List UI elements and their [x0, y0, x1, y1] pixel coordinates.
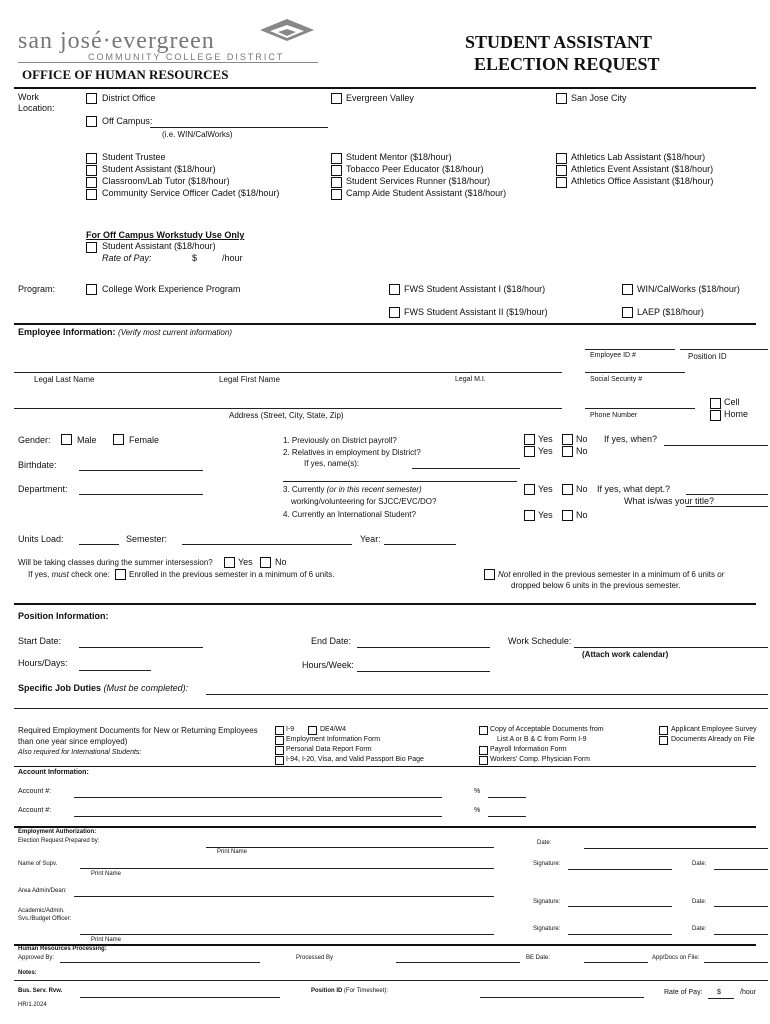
- department-label: Department:: [18, 484, 68, 494]
- win-checkbox[interactable]: [622, 284, 633, 295]
- de4-label: DE4/W4: [320, 726, 347, 733]
- q3-label: [283, 485, 422, 494]
- q3-text: 3. Currently: [283, 485, 327, 494]
- q2-no-checkbox[interactable]: [562, 446, 573, 457]
- area-signature-field[interactable]: [568, 906, 672, 907]
- q3-label-2: working/volunteering for SJCC/EVC/DO?: [291, 497, 437, 506]
- phone-field[interactable]: [585, 408, 695, 409]
- off-campus-example: (i.e. WIN/CalWorks): [162, 130, 233, 139]
- q3-no-checkbox[interactable]: [562, 484, 573, 495]
- rate-of-pay-field[interactable]: [708, 998, 734, 999]
- supervisor-signature-field[interactable]: [568, 869, 672, 870]
- authorization-heading: Employment Authorization:: [18, 829, 97, 835]
- position-label: Athletics Office Assistant ($18/hour): [571, 176, 714, 186]
- birthdate-field[interactable]: [79, 470, 203, 471]
- approved-by-label: Approved By:: [18, 955, 55, 961]
- laep-checkbox[interactable]: [622, 307, 633, 318]
- workstudy-dollar: $: [192, 253, 198, 263]
- home-checkbox[interactable]: [710, 410, 721, 421]
- enrolled-label: Enrolled in the previous semester in a minimum of 6 units.: [129, 570, 335, 579]
- form-title-line1: STUDENT ASSISTANT: [465, 32, 652, 52]
- phone-label: Phone Number: [590, 412, 638, 419]
- summer-question: Will be taking classes during the summer intersession?: [18, 558, 213, 567]
- position-checkbox[interactable]: [86, 153, 97, 164]
- supervisor-date-field[interactable]: [714, 869, 768, 870]
- docs-required-label-2: than one year since employed): [18, 737, 128, 746]
- area-signature-label: Signature:: [533, 899, 561, 905]
- account-2-percent-field[interactable]: [488, 816, 526, 817]
- q4-no-label: No: [576, 510, 588, 520]
- position-info-heading: Position Information:: [18, 611, 109, 621]
- prepared-date-label: Date:: [537, 840, 552, 846]
- q3-yes-label: Yes: [538, 484, 553, 494]
- bus-serv-field[interactable]: [80, 997, 280, 998]
- fws2-checkbox[interactable]: [389, 307, 400, 318]
- q2-yes-checkbox[interactable]: [524, 446, 535, 457]
- rate-dollar: $: [717, 989, 721, 996]
- approved-by-field[interactable]: [60, 962, 260, 963]
- position-label: Student Trustee: [102, 152, 166, 162]
- position-checkbox[interactable]: [331, 153, 342, 164]
- docs-international-label: Also required for International Students:: [18, 749, 142, 756]
- not-enrolled-checkbox[interactable]: [484, 569, 495, 580]
- ssn-field[interactable]: [585, 372, 685, 373]
- area-admin-label: Area Admin/Dean:: [18, 888, 67, 894]
- if-yes-when-label: If yes, when?: [604, 434, 658, 444]
- position-checkbox[interactable]: [556, 153, 567, 164]
- account-1-pct: %: [474, 788, 481, 795]
- visa-label: I-94, I-20, Visa, and Valid Passport Bio Page: [286, 756, 424, 763]
- docs-required-label: Required Employment Documents for New or Returning Employees: [18, 726, 258, 735]
- summer-yes-label: Yes: [238, 557, 253, 567]
- start-date-field[interactable]: [79, 647, 203, 648]
- supervisor-date-label: Date:: [692, 861, 707, 867]
- logo-mark-icon: [258, 18, 316, 48]
- district-office-label: District Office: [102, 93, 156, 103]
- hours-week-label: Hours/Week:: [302, 660, 354, 670]
- attach-calendar-note: (Attach work calendar): [582, 650, 669, 659]
- on-file-checkbox[interactable]: [659, 736, 668, 745]
- prepared-date-field[interactable]: [584, 848, 768, 849]
- personal-data-checkbox[interactable]: [275, 746, 284, 755]
- account-1-field[interactable]: [74, 797, 442, 798]
- job-duties-field-1[interactable]: [206, 694, 768, 695]
- q2-yes-label: Yes: [538, 446, 553, 456]
- employment-info-checkbox[interactable]: [275, 736, 284, 745]
- ifyes-must: must: [51, 570, 69, 579]
- job-duties-field-2[interactable]: [14, 708, 768, 709]
- san-jose-city-label: San Jose City: [571, 93, 627, 103]
- position-checkbox[interactable]: [556, 165, 567, 176]
- processed-by-label: Processed By: [296, 955, 334, 961]
- bus-serv-label: Bus. Serv. Rvw.: [18, 988, 63, 994]
- work-schedule-field[interactable]: [574, 647, 768, 648]
- workstudy-hour: /hour: [222, 253, 243, 263]
- address-label: Address (Street, City, State, Zip): [229, 411, 344, 420]
- position-id-footer-field[interactable]: [480, 997, 644, 998]
- i9-label: I-9: [286, 726, 295, 733]
- q1-yes-checkbox[interactable]: [524, 434, 535, 445]
- fws1-label: FWS Student Assistant I ($18/hour): [404, 284, 546, 294]
- q3-italic: (or in this recent semester): [326, 485, 422, 494]
- workers-comp-checkbox[interactable]: [479, 756, 488, 765]
- survey-label: Applicant Employee Survey: [671, 726, 757, 733]
- job-duties-text: Specific Job Duties: [18, 683, 102, 693]
- position-label: Camp Aide Student Assistant ($18/hour): [346, 188, 507, 198]
- academic-date-label: Date:: [692, 926, 707, 932]
- position-id-field[interactable]: [680, 349, 768, 350]
- logo-subtext: COMMUNITY COLLEGE DISTRICT: [88, 52, 285, 62]
- workstudy-item-label: Student Assistant ($18/hour): [102, 241, 216, 251]
- laep-label: LAEP ($18/hour): [637, 307, 704, 317]
- fws2-label: FWS Student Assistant II ($19/hour): [404, 307, 548, 317]
- hr-processing-heading: Human Resources Processing:: [18, 946, 107, 952]
- female-checkbox[interactable]: [113, 434, 124, 445]
- survey-checkbox[interactable]: [659, 726, 668, 735]
- summer-no-checkbox[interactable]: [260, 557, 271, 568]
- visa-checkbox[interactable]: [275, 756, 284, 765]
- prepared-print-name: Print Name: [217, 849, 248, 855]
- not-italic: Not: [498, 570, 511, 579]
- q2-label: 2. Relatives in employment by District?: [283, 448, 421, 457]
- year-field[interactable]: [384, 544, 456, 545]
- end-date-label: End Date:: [311, 636, 352, 646]
- end-date-field[interactable]: [357, 647, 490, 648]
- home-label: Home: [724, 409, 749, 419]
- win-label: WIN/CalWorks ($18/hour): [637, 284, 740, 294]
- employee-heading-note: (Verify most current information): [118, 328, 232, 337]
- year-label: Year:: [360, 534, 381, 544]
- units-field[interactable]: [79, 544, 119, 545]
- payroll-checkbox[interactable]: [479, 746, 488, 755]
- position-label: Athletics Lab Assistant ($18/hour): [571, 152, 706, 162]
- notes-field[interactable]: [14, 980, 768, 981]
- q2-names-label: If yes, name(s):: [304, 459, 360, 468]
- q4-yes-checkbox[interactable]: [524, 510, 535, 521]
- legal-first-name-label: Legal First Name: [219, 375, 280, 384]
- not-enrolled-label-2: dropped below 6 units in the previous semester.: [511, 581, 681, 590]
- work-location-label: Work: [18, 92, 39, 102]
- evergreen-valley-checkbox[interactable]: [331, 93, 342, 104]
- area-date-label: Date:: [692, 899, 707, 905]
- area-date-field[interactable]: [714, 906, 768, 907]
- supervisor-label: Name of Supv.: [18, 861, 58, 867]
- employee-info-heading: [18, 327, 232, 337]
- notes-label: Notes:: [18, 970, 37, 976]
- off-campus-checkbox[interactable]: [86, 116, 97, 127]
- supervisor-signature-label: Signature:: [533, 861, 561, 867]
- job-duties-note: (Must be completed):: [103, 683, 189, 693]
- personal-data-label: Personal Data Report Form: [286, 746, 372, 753]
- position-checkbox[interactable]: [86, 165, 97, 176]
- position-label: Athletics Event Assistant ($18/hour): [571, 164, 714, 174]
- san-jose-city-checkbox[interactable]: [556, 93, 567, 104]
- position-label: Student Services Runner ($18/hour): [346, 176, 491, 186]
- copy-docs-checkbox[interactable]: [479, 726, 488, 735]
- if-yes-dept-label: If yes, what dept.?: [597, 484, 671, 494]
- legal-last-name-label: Legal Last Name: [34, 375, 95, 384]
- not-enrolled-label: [498, 570, 724, 579]
- account-2-field[interactable]: [74, 816, 442, 817]
- q4-no-checkbox[interactable]: [562, 510, 573, 521]
- title-field[interactable]: [686, 506, 768, 507]
- prepared-by-field[interactable]: [206, 847, 494, 848]
- position-label: Student Assistant ($18/hour): [102, 164, 216, 174]
- account-2-label: Account #:: [18, 807, 52, 814]
- fws1-checkbox[interactable]: [389, 284, 400, 295]
- position-checkbox[interactable]: [331, 165, 342, 176]
- workstudy-heading: For Off Campus Workstudy Use Only: [86, 230, 245, 240]
- q3-no-label: No: [576, 484, 588, 494]
- title-label: What is/was your title?: [624, 496, 715, 506]
- hours-week-field[interactable]: [357, 671, 490, 672]
- workstudy-student-assistant-checkbox[interactable]: [86, 242, 97, 253]
- hours-days-field[interactable]: [79, 670, 151, 671]
- position-id-label: Position ID: [688, 352, 727, 361]
- posid-text: Position ID: [311, 988, 343, 994]
- gender-label: Gender:: [18, 435, 51, 445]
- q1-no-label: No: [576, 434, 588, 444]
- units-label: Units Load:: [18, 534, 64, 544]
- employee-heading-text: Employee Information:: [18, 327, 116, 337]
- rate-of-pay-label: Rate of Pay:: [664, 989, 703, 996]
- logo-text: san josé·evergreen: [18, 28, 215, 54]
- legal-mi-label: Legal M.I.: [455, 376, 486, 383]
- q1-no-checkbox[interactable]: [562, 434, 573, 445]
- academic-admin-field[interactable]: [80, 934, 494, 935]
- start-date-label: Start Date:: [18, 636, 62, 646]
- cell-label: Cell: [724, 397, 740, 407]
- academic-admin-label-2: Svs./Budget Officer:: [18, 916, 72, 922]
- q1-label: 1. Previously on District payroll?: [283, 436, 397, 445]
- if-yes-check-one: [28, 570, 110, 579]
- account-2-pct: %: [474, 807, 481, 814]
- dept-field[interactable]: [686, 494, 768, 495]
- legal-name-field[interactable]: [14, 372, 562, 373]
- position-label: Community Service Officer Cadet ($18/hour): [102, 188, 280, 198]
- off-campus-field[interactable]: [150, 127, 328, 128]
- cwe-checkbox[interactable]: [86, 284, 97, 295]
- birthdate-label: Birthdate:: [18, 460, 57, 470]
- position-checkbox[interactable]: [331, 189, 342, 200]
- not-text: enrolled in the previous semester in a minimum of 6 units: [510, 570, 718, 579]
- i9-checkbox[interactable]: [275, 726, 284, 735]
- supervisor-print-name: Print Name: [91, 871, 122, 877]
- on-file-label: Documents Already on File: [671, 736, 755, 743]
- office-name: OFFICE OF HUMAN RESOURCES: [22, 67, 229, 82]
- academic-signature-label: Signature:: [533, 926, 561, 932]
- app-docs-label: App/Docs on File:: [652, 955, 700, 961]
- job-duties-label: [18, 683, 188, 693]
- evergreen-valley-label: Evergreen Valley: [346, 93, 414, 103]
- semester-label: Semester:: [126, 534, 168, 544]
- hours-days-label: Hours/Days:: [18, 658, 68, 668]
- position-checkbox[interactable]: [556, 177, 567, 188]
- q4-label: 4. Currently an International Student?: [283, 510, 416, 519]
- ifyes-text-2: check one:: [68, 570, 110, 579]
- copy-docs-label: Copy of Acceptable Documents from: [490, 726, 604, 733]
- employment-info-label: Employment Information Form: [286, 736, 381, 743]
- q1-yes-label: Yes: [538, 434, 553, 444]
- program-label: Program:: [18, 284, 56, 294]
- work-schedule-label: Work Schedule:: [508, 636, 572, 646]
- app-docs-field[interactable]: [704, 962, 768, 963]
- if-yes-when-field[interactable]: [664, 445, 768, 446]
- form-code: HR/1.2024: [18, 1002, 47, 1008]
- workers-comp-label: Workers' Comp. Physician Form: [490, 756, 591, 763]
- copy-docs-label-2: List A or B & C from Form I-9: [497, 736, 587, 743]
- area-admin-field[interactable]: [74, 896, 494, 897]
- position-checkbox[interactable]: [331, 177, 342, 188]
- be-date-label: BE Date:: [526, 955, 551, 961]
- cell-checkbox[interactable]: [710, 398, 721, 409]
- off-campus-label: Off Campus:: [102, 116, 153, 126]
- form-title-line2: ELECTION REQUEST: [474, 54, 660, 74]
- semester-field[interactable]: [182, 544, 352, 545]
- academic-signature-field[interactable]: [568, 934, 672, 935]
- employee-id-label: Employee ID #: [590, 352, 636, 359]
- academic-date-field[interactable]: [714, 934, 768, 935]
- district-office-checkbox[interactable]: [86, 93, 97, 104]
- summer-no-label: No: [275, 557, 287, 567]
- male-checkbox[interactable]: [61, 434, 72, 445]
- position-label: Student Mentor ($18/hour): [346, 152, 452, 162]
- supervisor-field[interactable]: [80, 868, 494, 869]
- academic-print-name: Print Name: [91, 937, 122, 943]
- employee-id-field[interactable]: [585, 349, 675, 350]
- department-field[interactable]: [79, 494, 203, 495]
- position-label: Tobacco Peer Educator ($18/hour): [346, 164, 484, 174]
- position-id-footer-label: [311, 988, 388, 994]
- posid-note: (For Timesheet):: [344, 988, 389, 994]
- position-checkbox[interactable]: [86, 177, 97, 188]
- position-checkbox[interactable]: [86, 189, 97, 200]
- account-1-label: Account #:: [18, 788, 52, 795]
- work-location-label-2: Location:: [18, 103, 55, 113]
- summer-yes-checkbox[interactable]: [224, 557, 235, 568]
- not-or: or: [717, 570, 725, 579]
- be-date-field[interactable]: [584, 962, 648, 963]
- workstudy-rate-label: Rate of Pay:: [102, 253, 152, 263]
- address-field[interactable]: [14, 408, 562, 409]
- rate-hour: /hour: [740, 989, 756, 996]
- payroll-label: Payroll Information Form: [490, 746, 567, 753]
- account-info-heading: Account Information:: [18, 769, 89, 776]
- enrolled-checkbox[interactable]: [115, 569, 126, 580]
- q3-yes-checkbox[interactable]: [524, 484, 535, 495]
- relative-names-field[interactable]: [412, 468, 520, 469]
- ssn-label: Social Security #: [590, 376, 643, 383]
- prepared-by-label: Election Request Prepared by:: [18, 838, 100, 844]
- female-label: Female: [129, 435, 160, 445]
- processed-by-field[interactable]: [396, 962, 520, 963]
- cwe-label: College Work Experience Program: [102, 284, 241, 294]
- position-label: Classroom/Lab Tutor ($18/hour): [102, 176, 230, 186]
- q2-no-label: No: [576, 446, 588, 456]
- account-1-percent-field[interactable]: [488, 797, 526, 798]
- academic-admin-label: Academic/Admin.: [18, 908, 65, 914]
- q4-yes-label: Yes: [538, 510, 553, 520]
- male-label: Male: [77, 435, 97, 445]
- de4-checkbox[interactable]: [308, 726, 317, 735]
- ifyes-text: If yes,: [28, 570, 52, 579]
